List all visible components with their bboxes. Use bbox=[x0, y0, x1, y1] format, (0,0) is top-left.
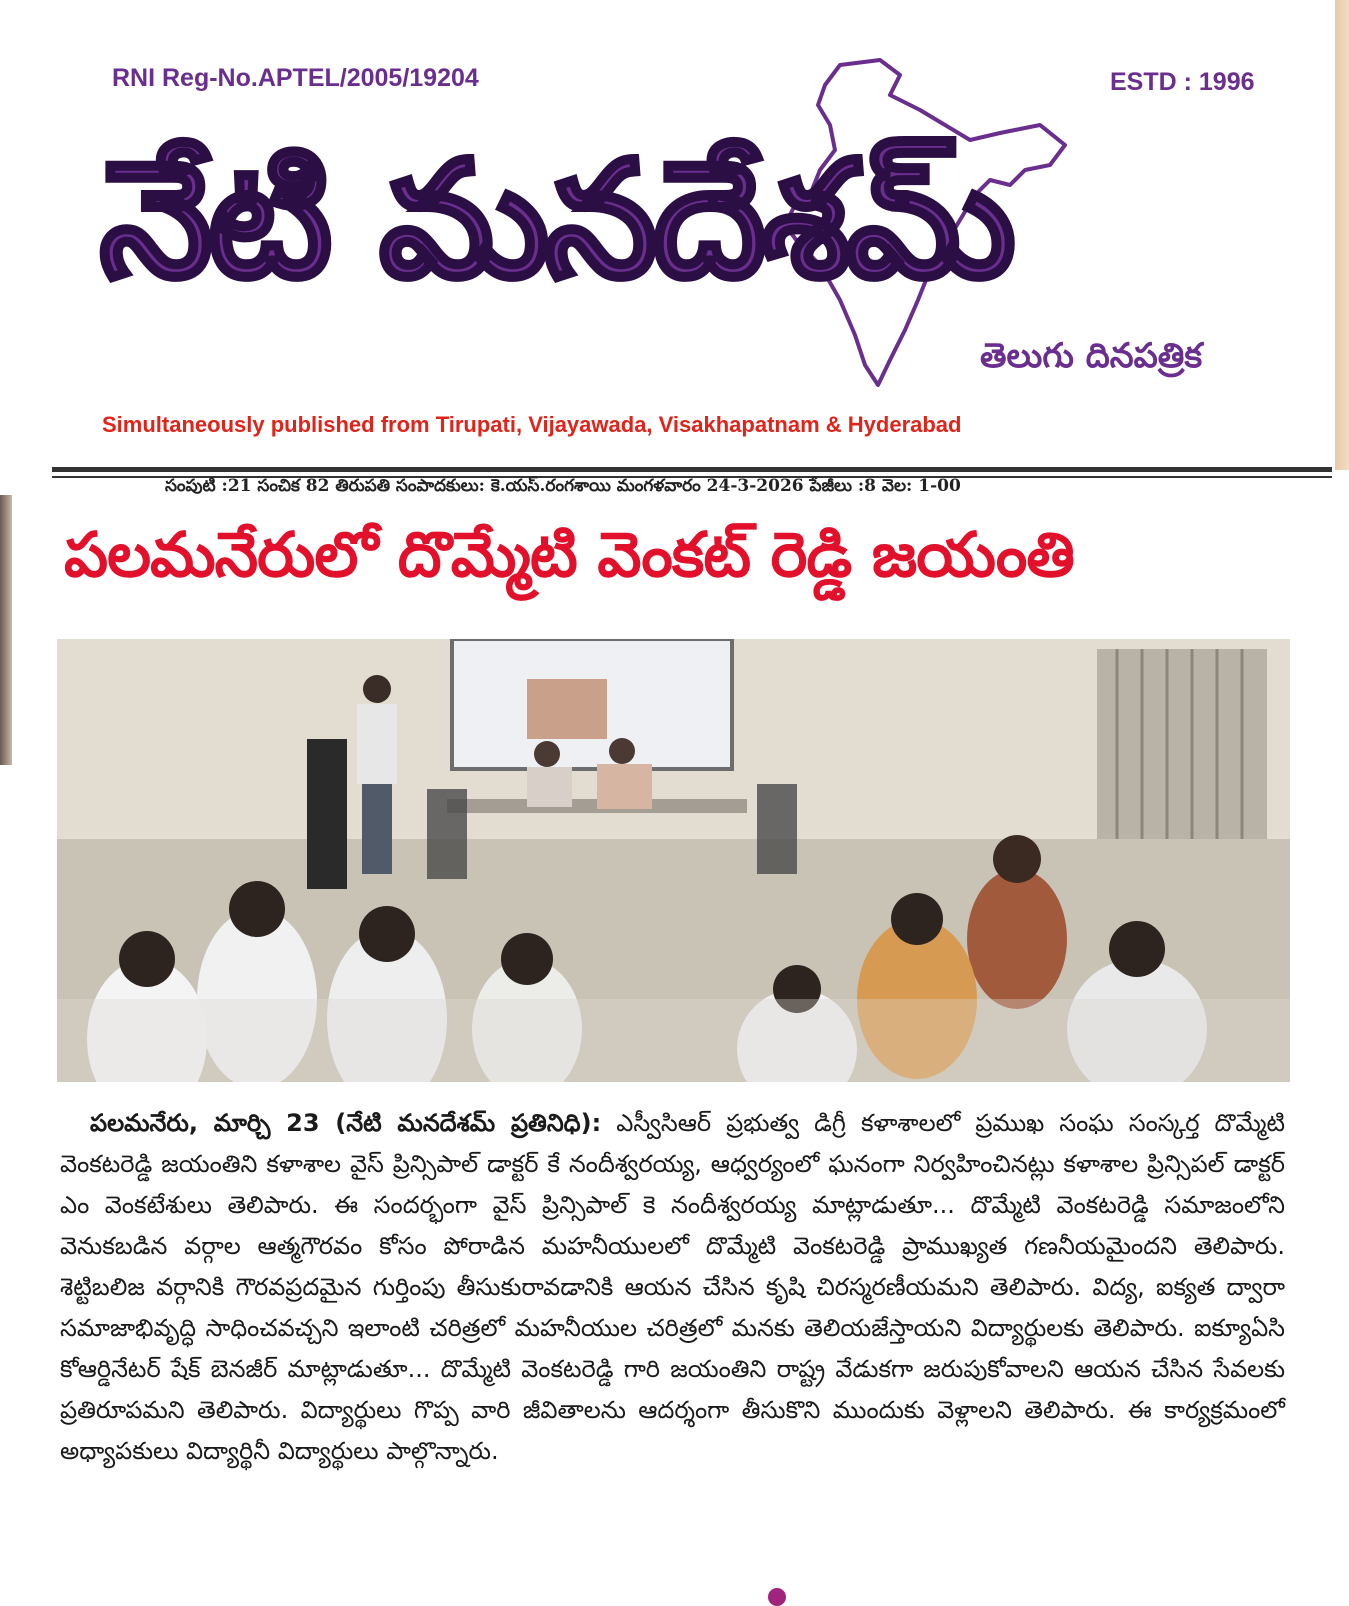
article-headline: పలమనేరులో దొమ్మేటి వెంకట్ రెడ్డి జయంతి bbox=[64, 518, 1074, 591]
event-photo bbox=[57, 639, 1290, 1082]
newspaper-masthead: నేటి మనదేశమ్ bbox=[100, 126, 1012, 313]
page-marker-dot bbox=[768, 1588, 786, 1606]
article-body-text: ఎస్వీసిఆర్ ప్రభుత్వ డిగ్రీ కళాశాలలో ప్రముఖ సంఘ సంస్కర్త దొమ్మేటి వెంకటరెడ్డి జయంతిని కళాశాల వైస్ ప్రిన్సిపాల్ డాక్టర్ కే నందీశ్వరయ్య, ఆధ్వర్యంలో ఘనంగా నిర్వహించినట్లు కళాశాల ప్రిన్సిపల్ డాక్టర్ ఎం వెంకటేశులు తెలిపారు. ఈ సందర్భంగా వైస్ ప్రిన్సిపాల్ కె నందీశ్వరయ్య మాట్లాడుతూ... దొమ్మేటి వెంకటరెడ్డి సమాజంలోని వెనుకబడిన వర్గాల ఆత్మగౌరవం కోసం పోరాడిన మహనీయులలో దొమ్మేటి వెంకటరెడ్డి ప్రాముఖ్యత గణనీయమైందని తెలిపారు. శెట్టిబలిజ వర్గానికి గౌరవప్రదమైన గుర్తింపు తీసుకురావడానికి ఆయన చేసిన కృషి చిరస్మరణీయమని తెలిపారు. విద్య, ఐక్యత ద్వారా సమాజాభివృద్ధి సాధించవచ్చని ఇలాంటి చరిత్రలో మహనీయుల చరిత్రలో మనకు తెలియజేస్తాయని విద్యార్థులకు తెలిపారు. ఐక్యూఏసి కోఆర్డినేటర్ షేక్ బెనజీర్ మాట్లాడుతూ... దొమ్మేటి వెంకటరెడ్డి గారి జయంతిని రాష్ట్ర వేడుకగా జరుపుకోవాలని ఆయన చేసిన సేవలకు ప్రతిరూపమని తెలిపారు. విద్యార్థులు గొప్ప వారి జీవితాలను ఆదర్శంగా తీసుకొని ముందుకు వెళ్లాలని తెలిపారు. ఈ కార్యక్రమంలో అధ్యాపకులు విద్యార్థినీ విద్యార్థులు పాల్గొన్నారు. bbox=[60, 1109, 1285, 1465]
left-edge-artifact bbox=[0, 495, 12, 765]
header-rule-thick bbox=[52, 467, 1332, 472]
established-year: ESTD : 1996 bbox=[1110, 68, 1255, 96]
article-dateline: పలమనేరు, మార్చి 23 (నేటి మనదేశమ్ ప్రతినిధి): bbox=[90, 1109, 602, 1137]
issue-info-line: సంపుటి :21 సంచిక 82 తిరుపతి సంపాదకులు: కె.యస్.రంగశాయి మంగళవారం 24-3-2026 పేజీలు :8 వెల: 1-00 bbox=[165, 476, 961, 496]
published-from-line: Simultaneously published from Tirupati, Vijayawada, Visakhapatnam & Hyderabad bbox=[102, 412, 962, 437]
right-edge-artifact bbox=[1335, 0, 1349, 470]
rni-registration: RNI Reg-No.APTEL/2005/19204 bbox=[112, 64, 479, 92]
newspaper-tagline: తెలుగు దినపత్రిక bbox=[980, 336, 1203, 376]
article-body bbox=[60, 1103, 1285, 1472]
